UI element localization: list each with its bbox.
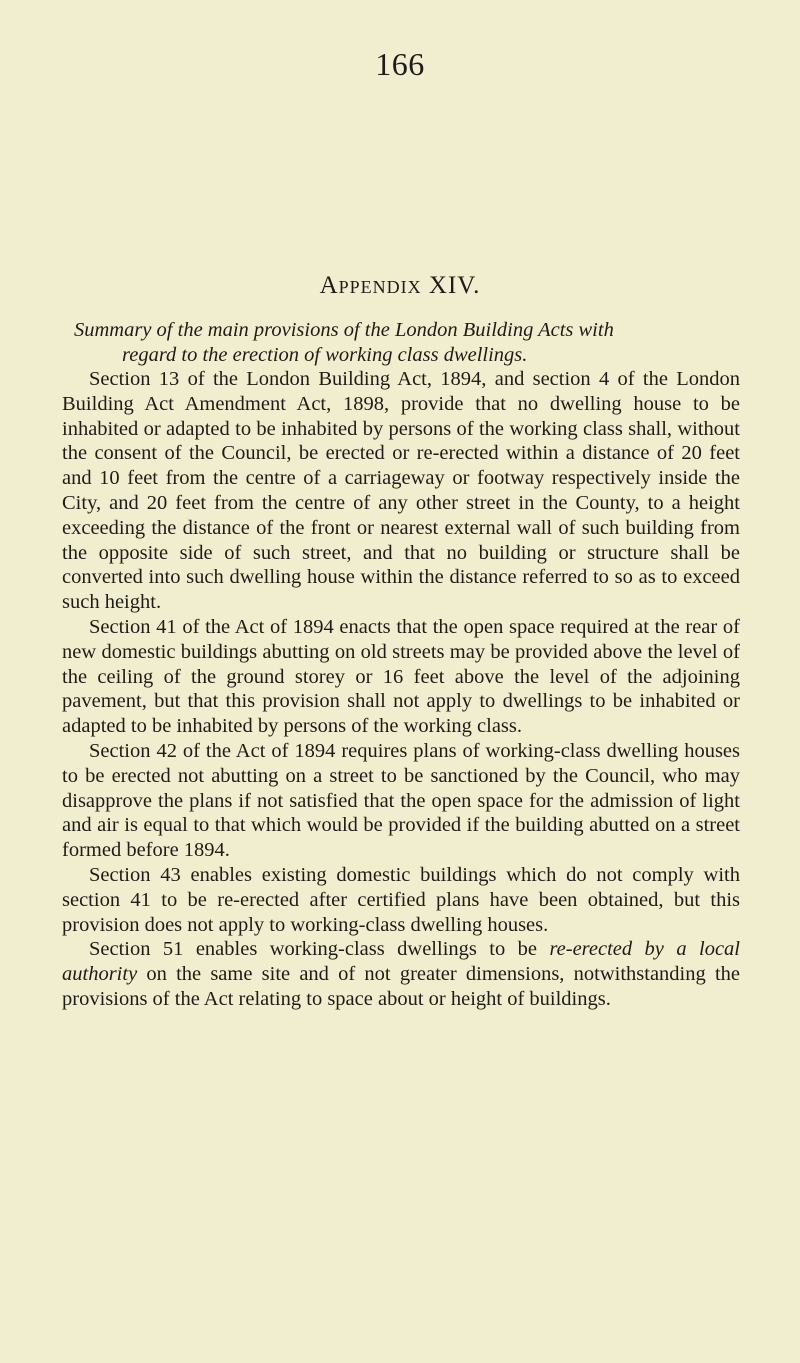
page-number: 166 [375, 46, 425, 82]
paragraph-section-51-start: Section 51 enables working-class dwellings to be [89, 938, 550, 961]
paragraph-section-51-end: on the same site and of not greater dimensions, notwithstanding the provisions of the Act relating to space about or height of buildings. [62, 963, 740, 1010]
summary-line-2: regard to the erection of working class dwellings. [122, 343, 528, 366]
paragraph-section-51 [62, 937, 740, 1011]
paragraph-section-51-italic: re-erected by a local authority [62, 938, 740, 986]
summary-heading [74, 318, 738, 367]
paragraph-section-42: Section 42 of the Act of 1894 requires plans of working-class dwelling houses to be erected not abutting on a street to be sanctioned by the Council, who may disapprove the plans if not satisfied that the open space for the admission of light and air is equal to that which would be provided if the building abutted on a street formed before 1894. [62, 739, 740, 862]
body-text [62, 367, 740, 1012]
summary-line-1: Summary of the main provisions of the London Building Acts with [74, 319, 614, 341]
appendix-title: Appendix XIV. [319, 272, 481, 299]
paragraph-section-41: Section 41 of the Act of 1894 enacts that the open space required at the rear of new domestic buildings abutting on old streets may be provided above the level of the ceiling of the ground storey or 16 feet above the level of the adjoining pavement, but that this provision shall not apply to dwellings to be inhabited or adapted to be inhabited by persons of the working class. [62, 615, 740, 738]
paragraph-section-43: Section 43 enables existing domestic buildings which do not comply with section 41 to be re-erected after certified plans have been obtained, but this provision does not apply to working-class dwelling houses. [62, 863, 740, 936]
paragraph-section-13: Section 13 of the London Building Act, 1894, and section 4 of the London Building Act Amendment Act, 1898, provide that no dwelling house to be inhabited or adapted to be inhabited by persons of the working class shall, without the consent of the Council, be erected or re-erected within a distance of 20 feet and 10 feet from the centre of a carriageway or footway respectively inside the City, and 20 feet from the centre of any other street in the County, to a height exceeding the distance of the front or nearest external wall of such building from the opposite side of such street, and that no building or structure shall be converted into such dwelling house within the distance referred to so as to exceed such height. [62, 368, 740, 614]
